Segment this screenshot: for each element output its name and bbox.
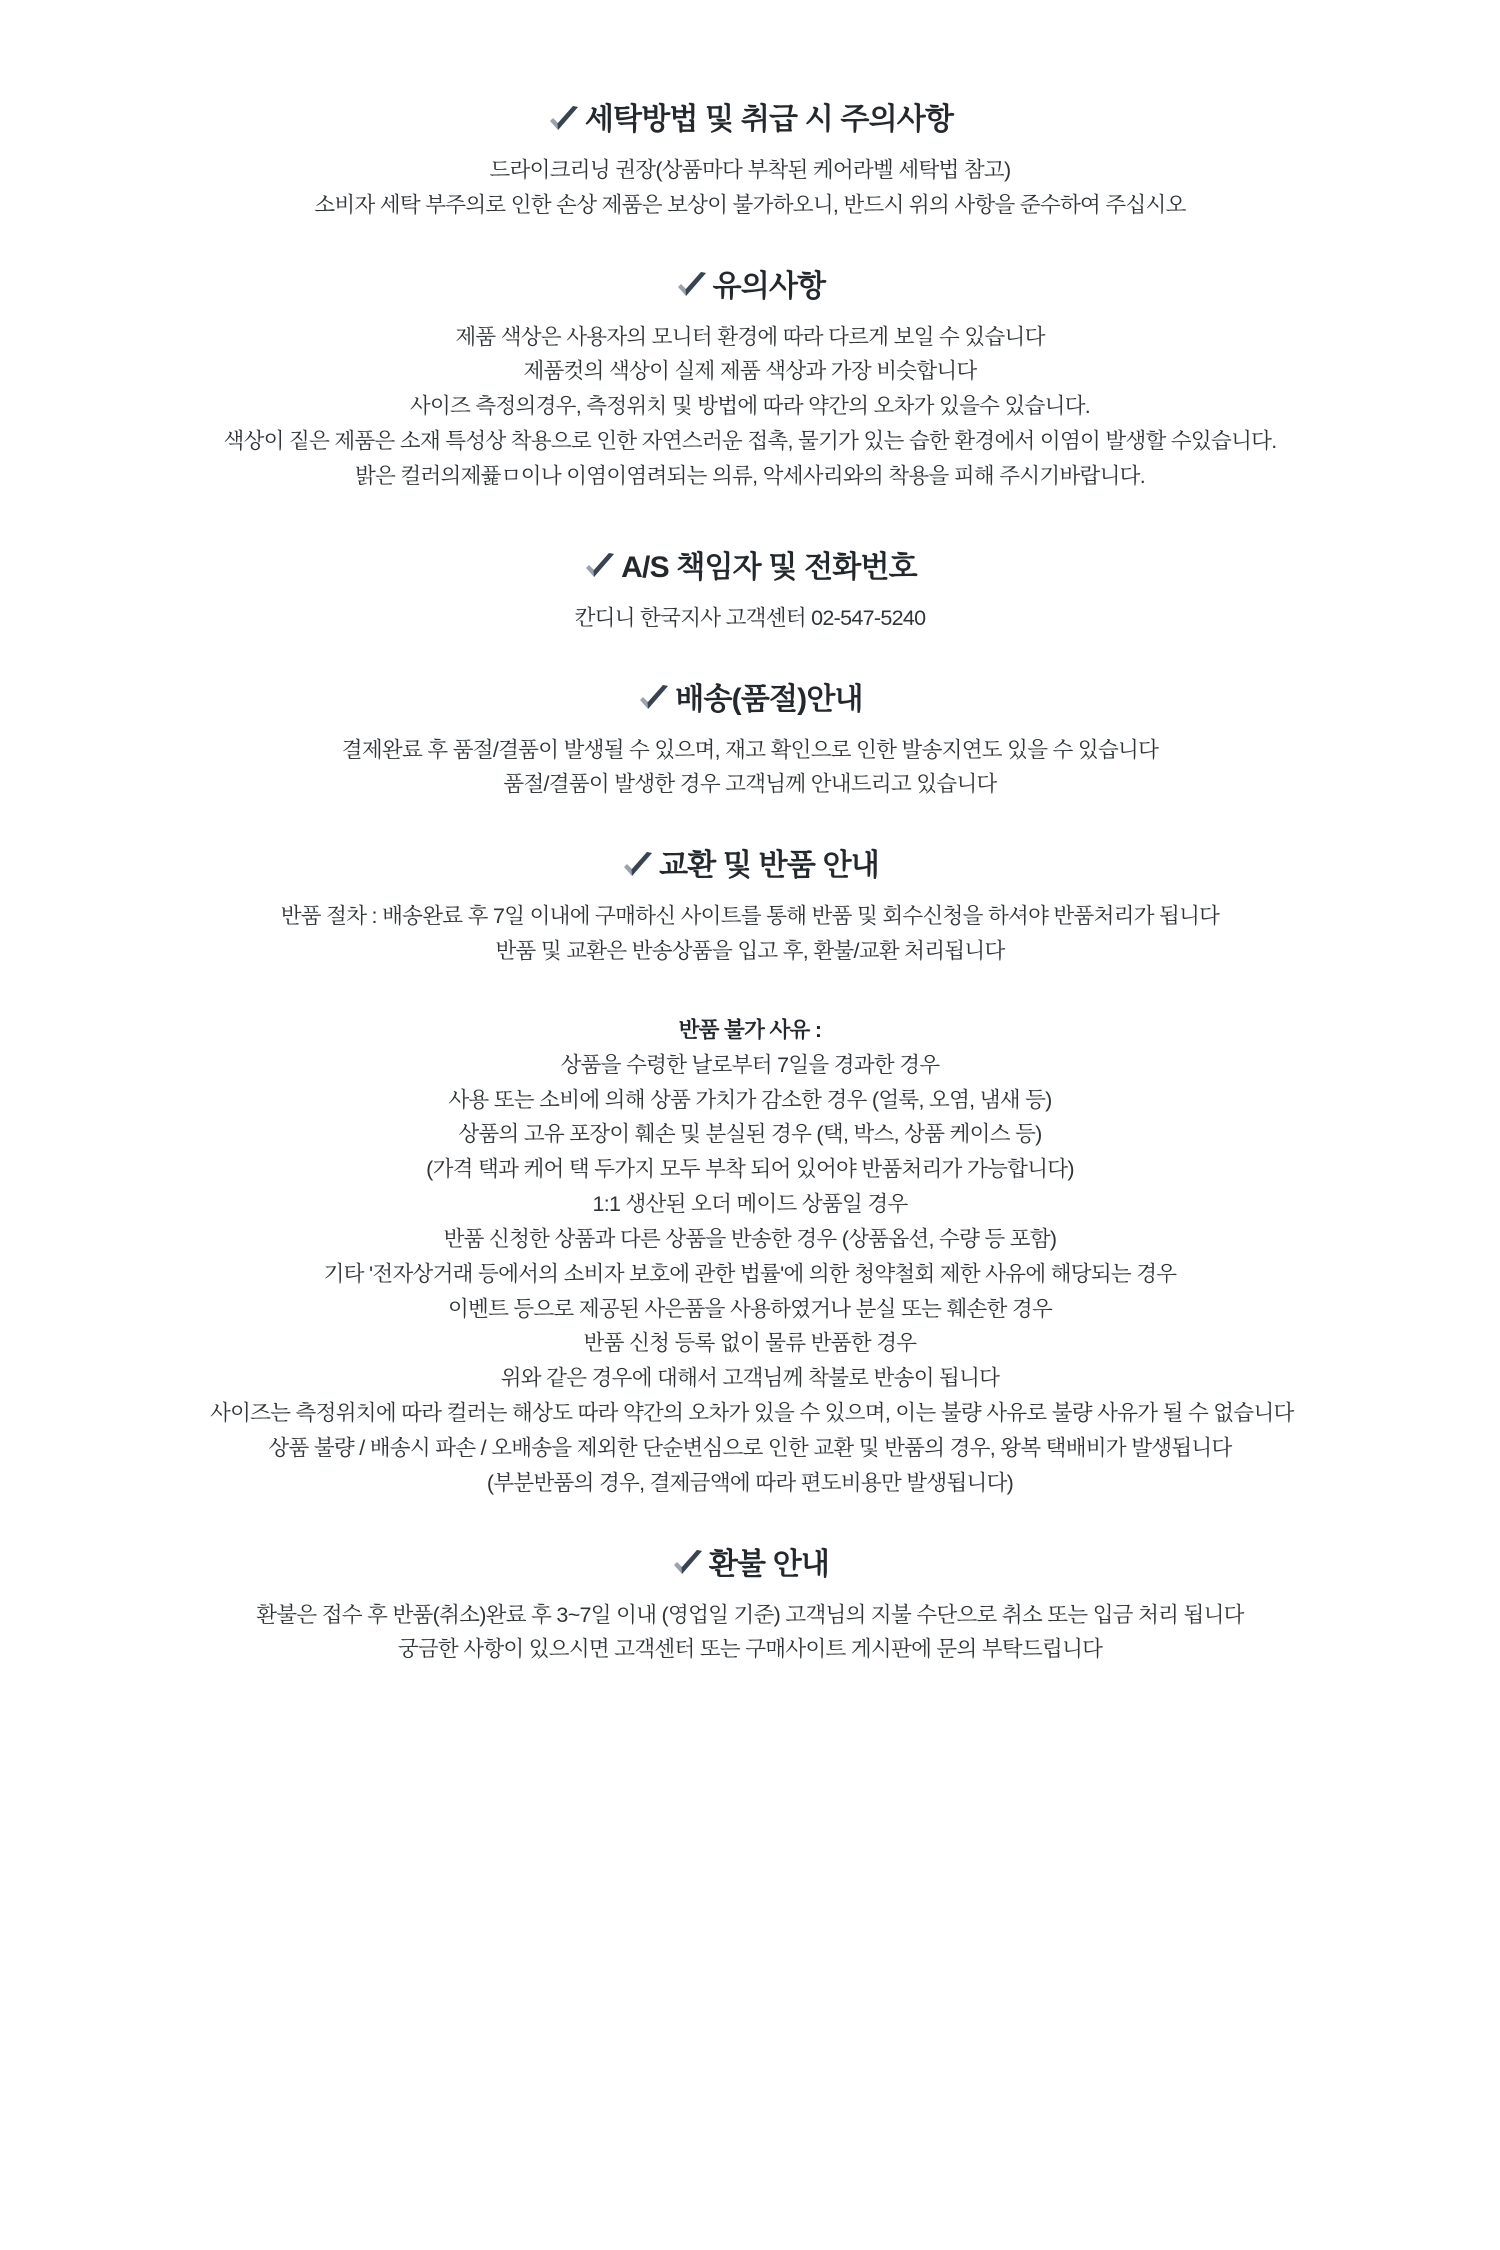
text-line: 색상이 짙은 제품은 소재 특성상 착용으로 인한 자연스러운 접촉, 물기가 있는 습한 환경에서 이염이 발생할 수있습니다. xyxy=(223,429,1277,454)
check-icon xyxy=(671,1547,705,1581)
spacer xyxy=(210,1501,1290,1545)
text-line: 상품의 고유 포장이 훼손 및 분실된 경우 (택, 박스, 상품 케이스 등) xyxy=(458,1122,1042,1147)
section-refund-heading xyxy=(210,1545,1290,1584)
text-line: 상품을 수령한 날로부터 7일을 경과한 경우 xyxy=(560,1052,940,1077)
text-line: 기타 '전자상거래 등에서의 소비자 보호에 관한 법률'에 의한 청약철회 제한 사유에 해당되는 경우 xyxy=(323,1261,1177,1286)
section-notice-heading xyxy=(210,267,1290,306)
text-line: 반품 신청한 상품과 다른 상품을 반송한 경우 (상품옵션, 수량 등 포함) xyxy=(443,1226,1057,1251)
text-line: 반품 신청 등록 없이 물류 반품한 경우 xyxy=(583,1331,917,1356)
text-line: 1:1 생산된 오더 메이드 상품일 경우 xyxy=(592,1192,908,1217)
section-washing xyxy=(210,100,1290,223)
check-icon xyxy=(547,103,581,137)
section-refund-title: 환불 안내 xyxy=(708,1547,830,1581)
text-line: 반품 및 교환은 반송상품을 입고 후, 환불/교환 처리됩니다 xyxy=(495,939,1005,964)
section-delivery-heading xyxy=(210,680,1290,719)
text-line: 반품 절차 : 배송완료 후 7일 이내에 구매하신 사이트를 통해 반품 및 회수신청을 하셔야 반품처리가 됩니다 xyxy=(280,904,1220,929)
return-denied-heading: 반품 불가 사유 : xyxy=(678,1017,822,1042)
check-icon xyxy=(583,550,617,584)
text-line: 궁금한 사항이 있으시면 고객센터 또는 구매사이트 게시판에 문의 부탁드립니다 xyxy=(397,1637,1103,1662)
section-exchange-return-heading xyxy=(210,846,1290,885)
spacer xyxy=(210,969,1290,1013)
spacer xyxy=(210,802,1290,846)
text-line: (가격 택과 케어 택 두가지 모두 부착 되어 있어야 반품처리가 가능합니다) xyxy=(426,1157,1074,1182)
text-line: 위와 같은 경우에 대해서 고객님께 착불로 반송이 됩니다 xyxy=(500,1366,1000,1391)
section-washing-heading xyxy=(210,100,1290,139)
check-icon xyxy=(675,269,709,303)
section-exchange-return xyxy=(210,846,1290,969)
check-icon xyxy=(637,682,671,716)
section-washing-title: 세탁방법 및 취급 시 주의사항 xyxy=(584,103,954,136)
section-delivery xyxy=(210,680,1290,803)
section-as-contact-heading xyxy=(210,548,1290,587)
text-line: 사이즈는 측정위치에 따라 컬러는 해상도 따라 약간의 오차가 있을 수 있으며, 이는 불량 사유로 불량 사유가 될 수 없습니다 xyxy=(210,1401,1294,1426)
text-line: 밝은 컬러의제퓵ㅁ이나 이염이염려되는 의류, 악세사리와의 착용을 피해 주시기바랍니다. xyxy=(354,463,1146,488)
text-line: 품절/결품이 발생한 경우 고객님께 안내드리고 있습니다 xyxy=(503,772,997,797)
spacer xyxy=(210,636,1290,680)
text-line: 드라이크리닝 권장(상품마다 부착된 케어라벨 세탁법 참고) xyxy=(489,158,1011,182)
section-delivery-title: 배송(품절)안내 xyxy=(675,682,863,716)
text-line: 제품컷의 색상이 실제 제품 색상과 가장 비슷합니다 xyxy=(523,359,977,384)
text-line: 소비자 세탁 부주의로 인한 손상 제품은 보상이 불가하오니, 반드시 위의 사항을 준수하여 주십시오 xyxy=(314,192,1186,217)
spacer xyxy=(210,223,1290,267)
text-line: 상품 불량 / 배송시 파손 / 오배송을 제외한 단순변심으로 인한 교환 및 반품의 경우, 왕복 택배비가 발생됩니다 xyxy=(268,1435,1232,1460)
check-icon xyxy=(621,849,655,883)
text-line: 칸디니 한국지사 고객센터 02-547-5240 xyxy=(574,605,926,630)
section-refund xyxy=(210,1545,1290,1668)
text-line: 사용 또는 소비에 의해 상품 가치가 감소한 경우 (얼룩, 오염, 냄새 등) xyxy=(448,1087,1052,1112)
section-notice-title: 유의사항 xyxy=(712,269,826,303)
text-line: 이벤트 등으로 제공된 사은품을 사용하였거나 분실 또는 훼손한 경우 xyxy=(447,1296,1053,1321)
section-notice xyxy=(210,267,1290,494)
spacer xyxy=(210,494,1290,548)
section-as-contact xyxy=(210,548,1290,636)
section-as-contact-title: A/S 책임자 및 전화번호 xyxy=(621,550,917,584)
text-line: (부분반품의 경우, 결제금액에 따라 편도비용만 발생됩니다) xyxy=(486,1470,1014,1495)
text-line: 결제완료 후 품절/결품이 발생될 수 있으며, 재고 확인으로 인한 발송지연도 있을 수 있습니다 xyxy=(341,737,1159,762)
text-line: 제품 색상은 사용자의 모니터 환경에 따라 다르게 보일 수 있습니다 xyxy=(455,324,1045,349)
section-exchange-return-title: 교환 및 반품 안내 xyxy=(659,849,879,883)
text-line: 사이즈 측정의경우, 측정위치 및 방법에 따라 약간의 오차가 있을수 있습니다. xyxy=(409,394,1091,419)
section-return-denied xyxy=(210,1013,1294,1501)
text-line: 환불은 접수 후 반품(취소)완료 후 3~7일 이내 (영업일 기준) 고객님의 지불 수단으로 취소 또는 입금 처리 됩니다 xyxy=(256,1602,1244,1627)
